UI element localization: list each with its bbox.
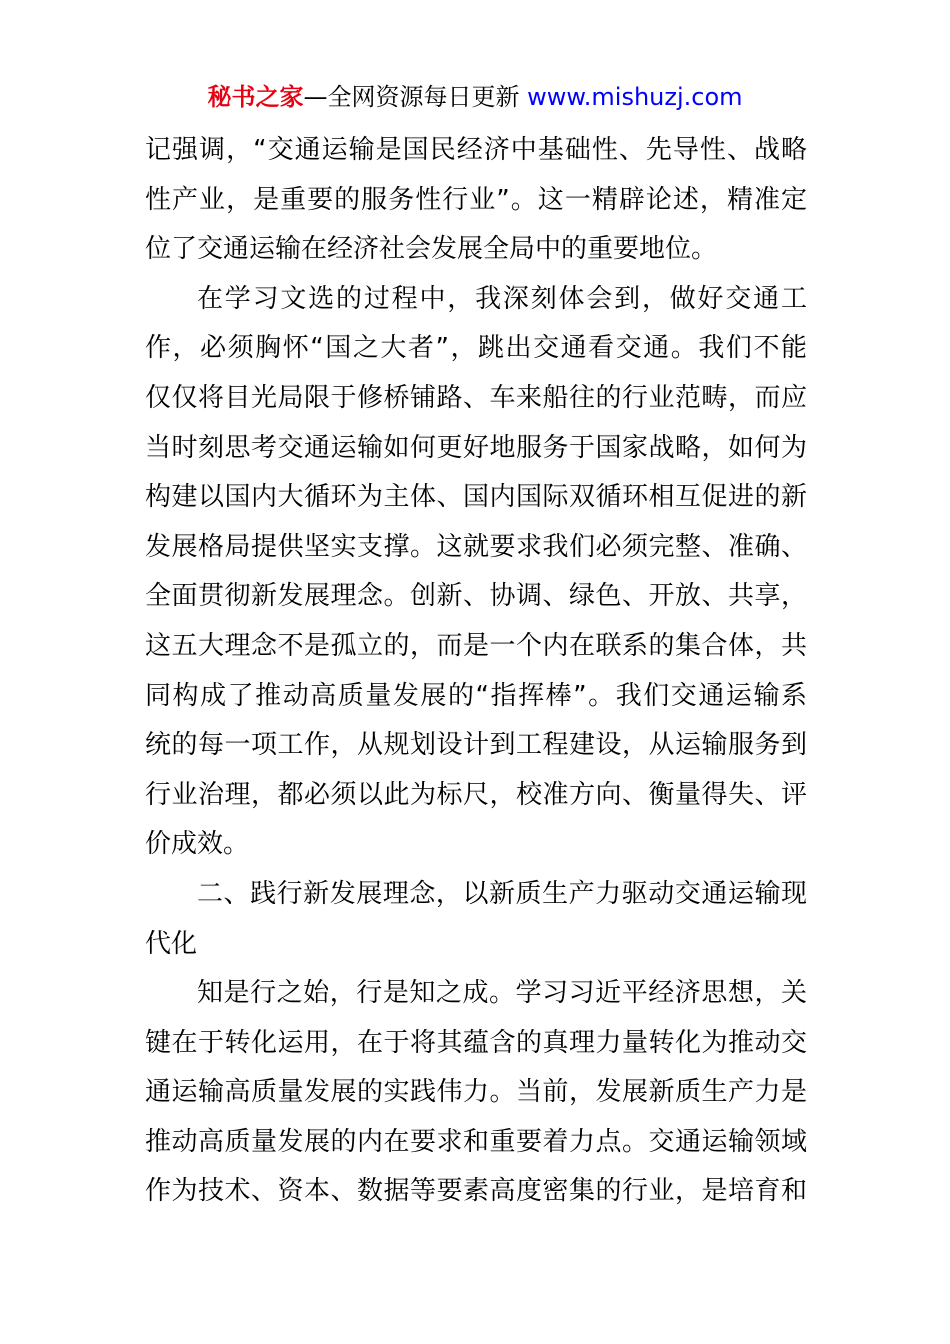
text-line: 知是行之始，行是知之成。学习习近平经济思想，关 — [197, 978, 807, 1009]
text-line: 全面贯彻新发展理念。创新、协调、绿色、开放、共享， — [145, 581, 807, 612]
site-tagline: —全网资源每日更新 — [303, 83, 528, 111]
text-line: 同构成了推动高质量发展的“指挥棒”。我们交通运输系 — [145, 680, 807, 711]
text-line: 当时刻思考交通运输如何更好地服务于国家战略，如何为 — [145, 432, 807, 463]
text-line: 仅仅将目光局限于修桥铺路、车来船往的行业范畴，而应 — [145, 382, 807, 413]
text-line: 统的每一项工作，从规划设计到工程建设，从运输服务到 — [145, 730, 807, 761]
text-line: 二、践行新发展理念，以新质生产力驱动交通运输现 — [197, 878, 807, 909]
text-line: 记强调，“交通运输是国民经济中基础性、先导性、战略 — [145, 135, 807, 165]
text-line: 价成效。 — [145, 829, 250, 860]
site-brand: 秘书之家 — [207, 83, 304, 111]
text-line: 发展格局提供坚实支撑。这就要求我们必须完整、准确、 — [145, 531, 807, 562]
text-line: 这五大理念不是孤立的，而是一个内在联系的集合体，共 — [145, 630, 807, 661]
text-line: 键在于转化运用，在于将其蕴含的真理力量转化为推动交 — [145, 1027, 807, 1058]
text-line: 在学习文选的过程中，我深刻体会到，做好交通工 — [197, 283, 807, 314]
site-url-link[interactable]: www.mishuzj.com — [527, 83, 743, 111]
text-line: 作，必须胸怀“国之大者”，跳出交通看交通。我们不能 — [145, 333, 807, 364]
text-line: 位了交通运输在经济社会发展全局中的重要地位。 — [145, 234, 718, 265]
text-line: 通运输高质量发展的实践伟力。当前，发展新质生产力是 — [145, 1077, 807, 1108]
text-line: 性产业，是重要的服务性行业”。这一精辟论述，精准定 — [145, 184, 807, 215]
text-line: 推动高质量发展的内在要求和重要着力点。交通运输领域 — [145, 1126, 807, 1157]
text-line: 构建以国内大循环为主体、国内国际双循环相互促进的新 — [145, 482, 807, 513]
text-line: 行业治理，都必须以此为标尺，校准方向、衡量得失、评 — [145, 779, 807, 810]
text-line: 作为技术、资本、数据等要素高度密集的行业，是培育和 — [145, 1176, 807, 1207]
document-body — [145, 126, 807, 1217]
text-line: 代化 — [145, 928, 198, 959]
page-header — [0, 80, 950, 114]
